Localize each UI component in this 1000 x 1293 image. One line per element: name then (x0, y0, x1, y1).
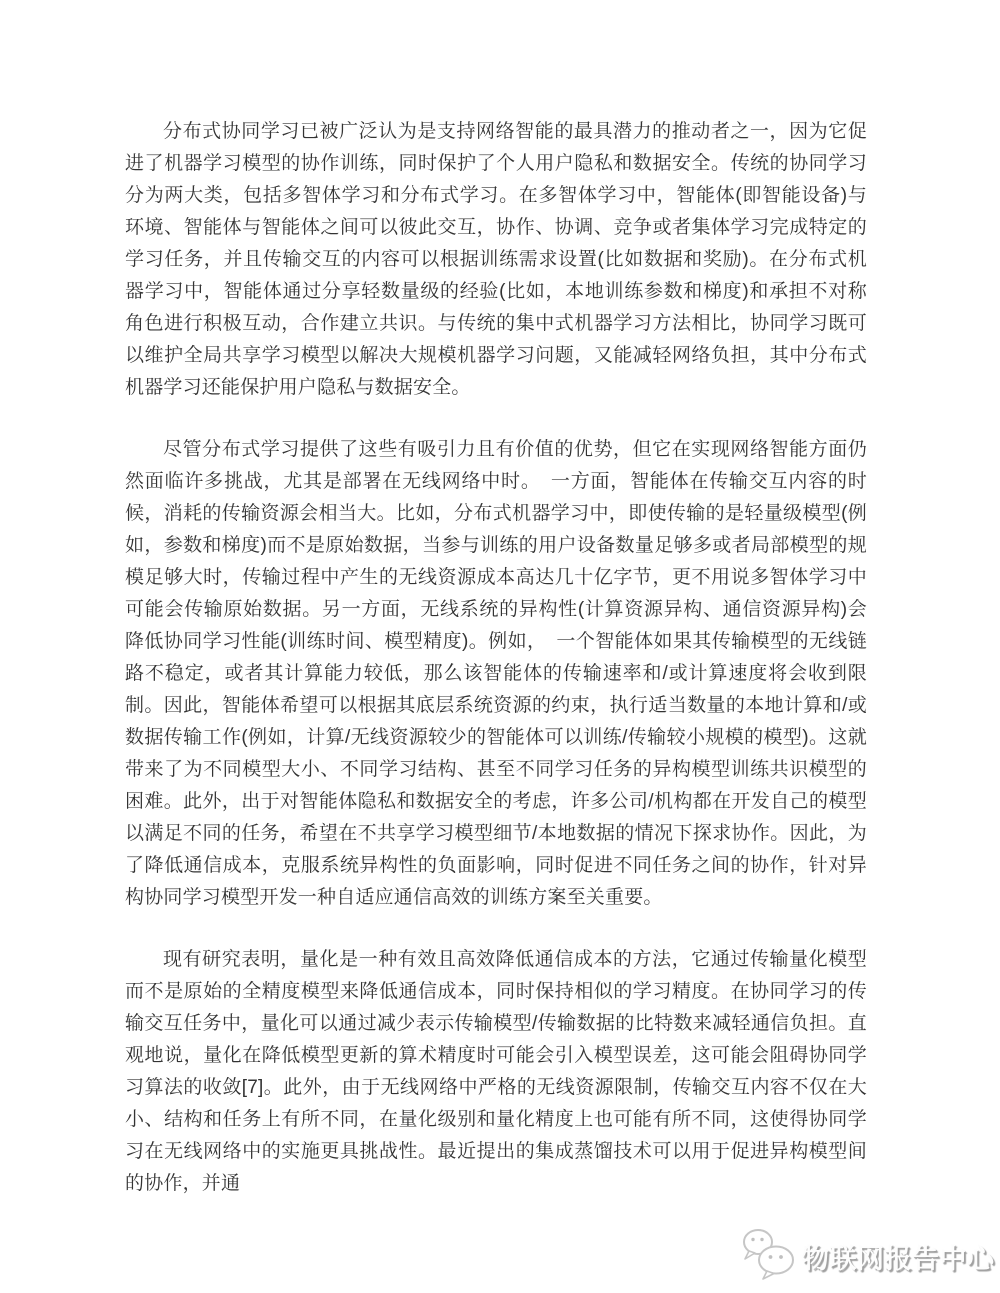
wechat-icon (740, 1226, 798, 1287)
paragraph: 分布式协同学习已被广泛认为是支持网络智能的最具潜力的推动者之一，因为它促进了机器学习模型的协作训练，同时保护了个人用户隐私和数据安全。传统的协同学习分为两大类，包括多智体学习和分布式学习。在多智体学习中，智能体(即智能设备)与环境、智能体与智能体之间可以彼此交互，协作、协调、竞争或者集体学习完成特定的学习任务，并且传输交互的内容可以根据训练需求设置(比如数据和奖励)。在分布式机器学习中，智能体通过分享轻数量级的经验(比如，本地训练参数和梯度)和承担不对称角色进行积极互动，合作建立共识。与传统的集中式机器学习方法相比，协同学习既可以维护全局共享学习模型以解决大规模机器学习问题，又能减轻网络负担，其中分布式机器学习还能保护用户隐私与数据安全。 (125, 121, 867, 398)
paragraph: 尽管分布式学习提供了这些有吸引力且有价值的优势，但它在实现网络智能方面仍然面临许多挑战，尤其是部署在无线网络中时。 一方面，智能体在传输交互内容的时候，消耗的传输资源会相当大。比如，分布式机器学习中，即使传输的是轻量级模型(例如，参数和梯度)而不是原始数据，当参与训练的用户设备数量足够多或者局部模型的规模足够大时，传输过程中产生的无线资源成本高达几十亿字节，更不用说多智体学习中可能会传输原始数据。另一方面，无线系统的异构性(计算资源异构、通信资源异构)会降低协同学习性能(训练时间、模型精度)。例如， 一个智能体如果其传输模型的无线链路不稳定，或者其计算能力较低，那么该智能体的传输速率和/或计算速度将会收到限制。因此，智能体希望可以根据其底层系统资源的约束，执行适当数量的本地计算和/或数据传输工作(例如，计算/无线资源较少的智能体可以训练/传输较小规模的模型)。这就带来了为不同模型大小、不同学习结构、甚至不同学习任务的异构模型训练共识模型的困难。此外，出于对智能体隐私和数据安全的考虑，许多公司/机构都在开发自己的模型以满足不同的任务，希望在不共享学习模型细节/本地数据的情况下探求协作。因此，为了降低通信成本，克服系统异构性的负面影响，同时促进不同任务之间的协作，针对异构协同学习模型开发一种自适应通信高效的训练方案至关重要。 (125, 439, 867, 908)
watermark (740, 1226, 995, 1286)
body-text (125, 116, 867, 1200)
paragraph: 现有研究表明，量化是一种有效且高效降低通信成本的方法，它通过传输量化模型而不是原始的全精度模型来降低通信成本，同时保持相似的学习精度。在协同学习的传输交互任务中，量化可以通过减少表示传输模型/传输数据的比特数来减轻通信负担。直观地说，量化在降低模型更新的算术精度时可能会引入模型误差，这可能会阻碍协同学习算法的收敛[7]。此外，由于无线网络中严格的无线资源限制，传输交互内容不仅在大小、结构和任务上有所不同，在量化级别和量化精度上也可能有所不同，这使得协同学习在无线网络中的实施更具挑战性。最近提出的集成蒸馏技术可以用于促进异构模型间的协作，并通 (125, 949, 867, 1194)
watermark-label: 物联网报告中心 (802, 1243, 995, 1274)
